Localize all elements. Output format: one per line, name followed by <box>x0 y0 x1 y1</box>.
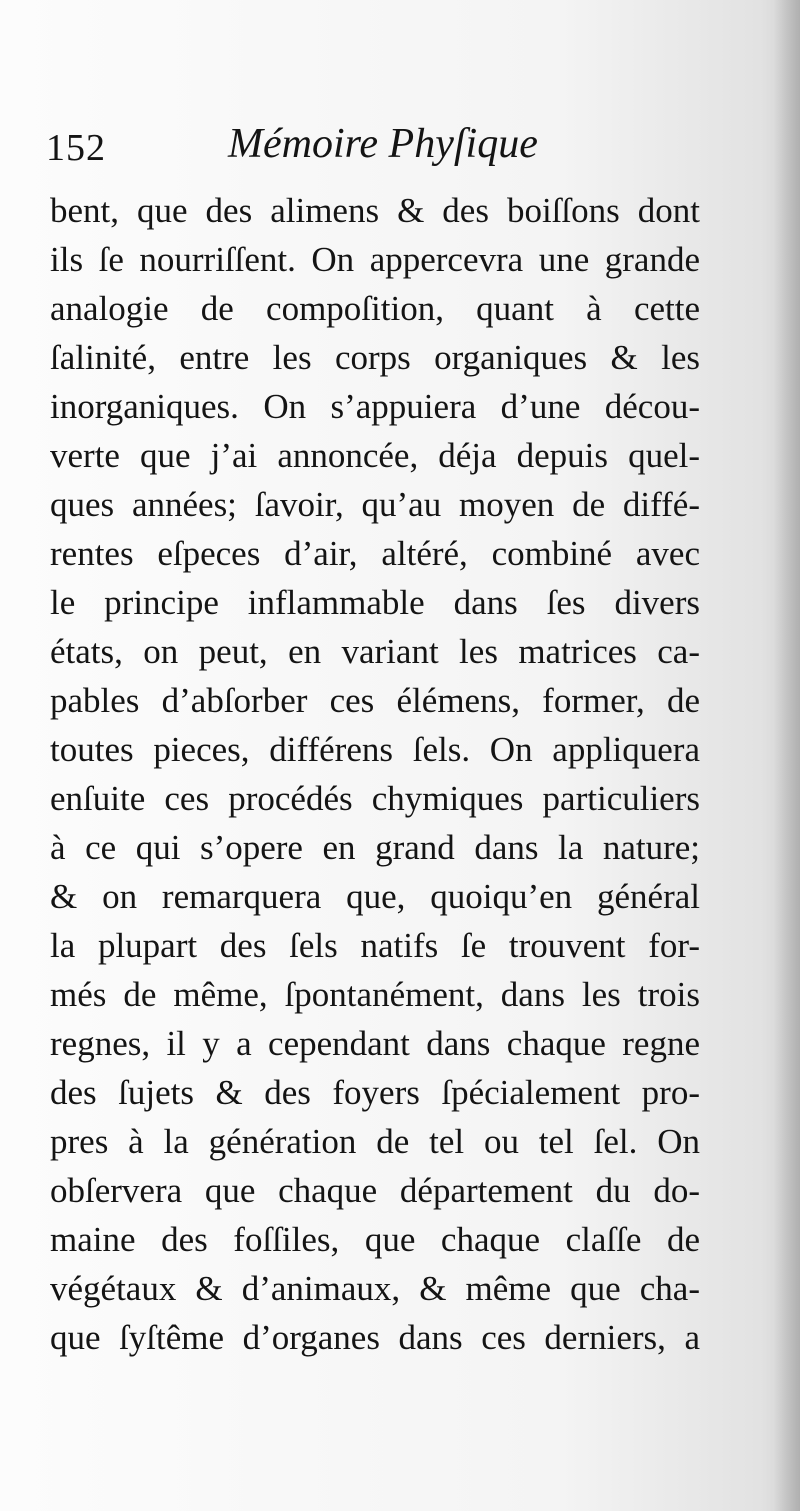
page-gutter-shadow <box>774 0 800 1511</box>
text-line: ſalinité, entre les corps organiques & les <box>50 338 700 377</box>
text-line: bent, que des alimens & des boiſſons dont <box>50 191 700 230</box>
text-line: maine des foſſiles, que chaque claſſe de <box>50 1220 700 1259</box>
text-line: rentes eſpeces d’air, altéré, combiné avec <box>50 534 700 573</box>
text-line: états, on peut, en variant les matrices ca- <box>50 632 700 671</box>
text-line: que ſyſtême d’organes dans ces derniers, a <box>50 1318 700 1357</box>
text-line: végétaux & d’animaux, & même que cha- <box>50 1269 700 1308</box>
text-line: à ce qui s’opere en grand dans la nature; <box>50 828 700 867</box>
text-line: la plupart des ſels natifs ſe trouvent for- <box>50 926 700 965</box>
page-number: 152 <box>46 127 106 169</box>
text-line: ques années; ſavoir, qu’au moyen de diffé- <box>50 485 700 524</box>
text-line: pres à la génération de tel ou tel ſel. On <box>50 1122 700 1161</box>
text-line: ils ſe nourriſſent. On appercevra une grande <box>50 240 700 279</box>
page-header <box>46 120 746 176</box>
text-line: pables d’abſorber ces élémens, former, de <box>50 681 700 720</box>
text-line: obſervera que chaque département du do- <box>50 1171 700 1210</box>
text-line: le principe inflammable dans ſes divers <box>50 583 700 622</box>
body-text <box>50 186 700 1362</box>
text-line: toutes pieces, différens ſels. On appliquera <box>50 730 700 769</box>
running-title: Mémoire Phyſique <box>228 121 538 167</box>
text-line: enſuite ces procédés chymiques particuliers <box>50 779 700 818</box>
text-line: des ſujets & des foyers ſpécialement pro- <box>50 1073 700 1112</box>
text-line: més de même, ſpontanément, dans les trois <box>50 975 700 1014</box>
text-line: analogie de compoſition, quant à cette <box>50 289 700 328</box>
text-line: & on remarquera que, quoiqu’en général <box>50 877 700 916</box>
text-line: regnes, il y a cependant dans chaque regne <box>50 1024 700 1063</box>
text-line: verte que j’ai annoncée, déja depuis quel- <box>50 436 700 475</box>
text-line: inorganiques. On s’appuiera d’une décou- <box>50 387 700 426</box>
